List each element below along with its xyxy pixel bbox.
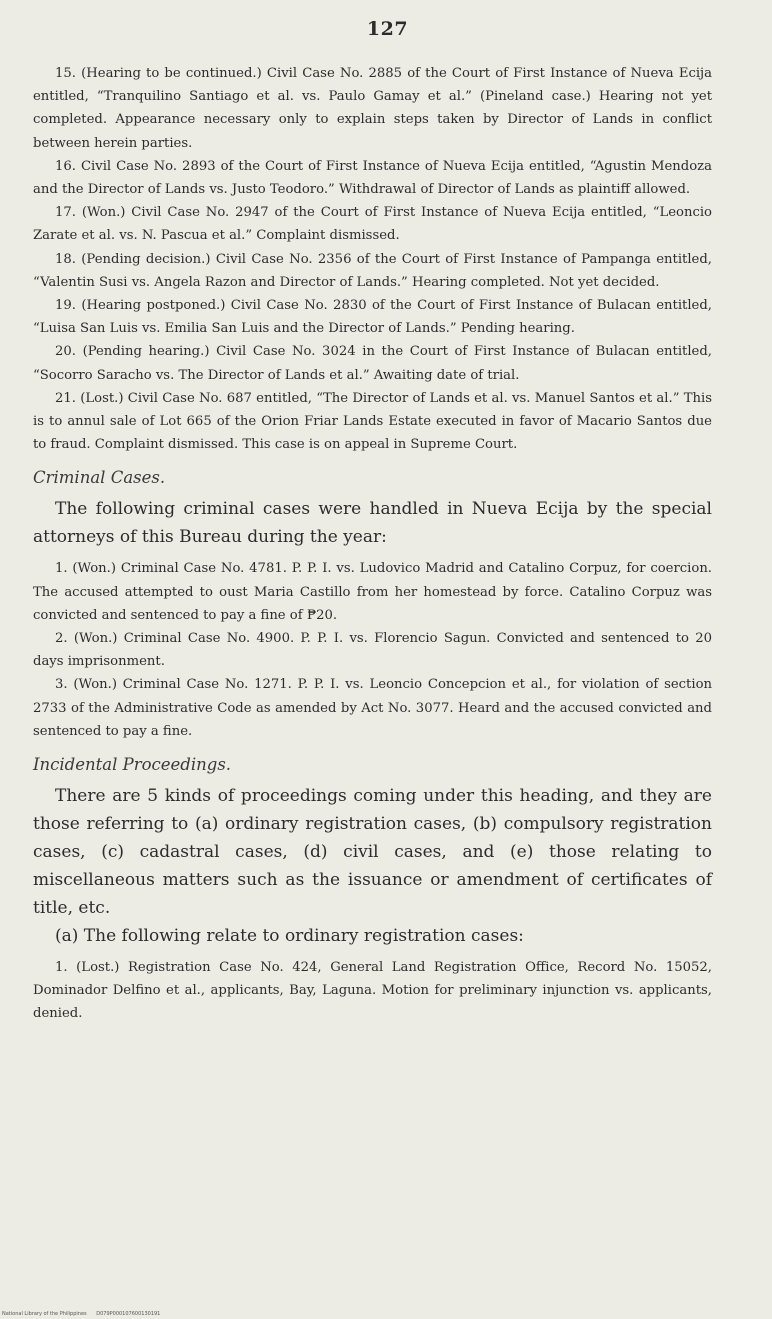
incidental-sub: (a) The following relate to ordinary registration cases:	[55, 926, 524, 947]
incidental-intro: There are 5 kinds of proceedings coming under this heading, and they are those referring to (a) ordinary registration cases, (b) compulsory registration cases, (c) cadastral cases, (d) civil cases, and (e) those relating to miscellaneous matters such as the issuance or amendment of certificates of title, etc.	[33, 786, 712, 919]
scan-footer	[2, 1311, 168, 1317]
civil-cases-list	[33, 62, 712, 456]
criminal-intro: The following criminal cases were handled in Nueva Ecija by the special attorneys of this Bureau during the year:	[33, 499, 712, 548]
criminal-intro-block	[33, 495, 712, 551]
civil-case-18: 18. (Pending decision.) Civil Case No. 2356 of the Court of First Instance of Pampanga entitled, “Valentin Susi vs. Angela Razon and Director of Lands.” Hearing completed. Not yet decided.	[33, 251, 712, 290]
footer-library: National Library of the Philippines	[2, 1311, 87, 1317]
criminal-case-1: 1. (Won.) Criminal Case No. 4781. P. P. I. vs. Ludovico Madrid and Catalino Corpuz, for coercion. The accused attempted to oust Maria Castillo from her homestead by force. Catalino Corpuz was convicted and sentenced to pay a fine of ₱20.	[33, 561, 712, 623]
registration-cases-list	[33, 956, 712, 1026]
civil-case-15: 15. (Hearing to be continued.) Civil Case No. 2885 of the Court of First Instance of Nueva Ecija entitled, “Tranquilino Santiago et al. vs. Paulo Gamay et al.” (Pineland case.) Hearing not yet completed. Appearance necessary only to explain steps taken by Director of Lands in conflict between herein parties.	[33, 66, 712, 151]
criminal-cases-heading: Criminal Cases.	[33, 468, 166, 488]
registration-case-1: 1. (Lost.) Registration Case No. 424, General Land Registration Office, Record No. 15052, Dominador Delfino et al., applicants, Bay, Laguna. Motion for preliminary injunction vs. applicants, denied.	[33, 960, 712, 1022]
civil-case-19: 19. (Hearing postponed.) Civil Case No. 2830 of the Court of First Instance of Bulacan entitled, “Luisa San Luis vs. Emilia San Luis and the Director of Lands.” Pending hearing.	[33, 298, 712, 337]
criminal-case-2: 2. (Won.) Criminal Case No. 4900. P. P. I. vs. Florencio Sagun. Convicted and sentenced to 20 days imprisonment.	[33, 631, 712, 670]
incidental-block	[33, 782, 712, 950]
criminal-cases-list	[33, 557, 712, 743]
footer-code: D079P000107600130191	[96, 1311, 161, 1317]
incidental-proceedings-heading: Incidental Proceedings.	[33, 755, 232, 775]
civil-case-17: 17. (Won.) Civil Case No. 2947 of the Court of First Instance of Nueva Ecija entitled, “Leoncio Zarate et al. vs. N. Pascua et al.” Complaint dismissed.	[33, 205, 712, 244]
civil-case-16: 16. Civil Case No. 2893 of the Court of First Instance of Nueva Ecija entitled, “Agustin Mendoza and the Director of Lands vs. Justo Teodoro.” Withdrawal of Director of Lands as plaintiff allowed.	[33, 158, 712, 198]
civil-case-20: 20. (Pending hearing.) Civil Case No. 3024 in the Court of First Instance of Bulacan entitled, “Socorro Saracho vs. The Director of Lands et al.” Awaiting date of trial.	[33, 344, 712, 383]
civil-case-21: 21. (Lost.) Civil Case No. 687 entitled, “The Director of Lands et al. vs. Manuel Santos et al.” This is to annul sale of Lot 665 of the Orion Friar Lands Estate executed in favor of Macario Santos due to fraud. Complaint dismissed. This case is on appeal in Supreme Court.	[33, 390, 712, 453]
page-number: 127	[366, 18, 409, 40]
criminal-case-3: 3. (Won.) Criminal Case No. 1271. P. P. I. vs. Leoncio Concepcion et al., for violation of section 2733 of the Administrative Code as amended by Act No. 3077. Heard and the accused convicted and sentenced to pay a fine.	[33, 677, 712, 739]
